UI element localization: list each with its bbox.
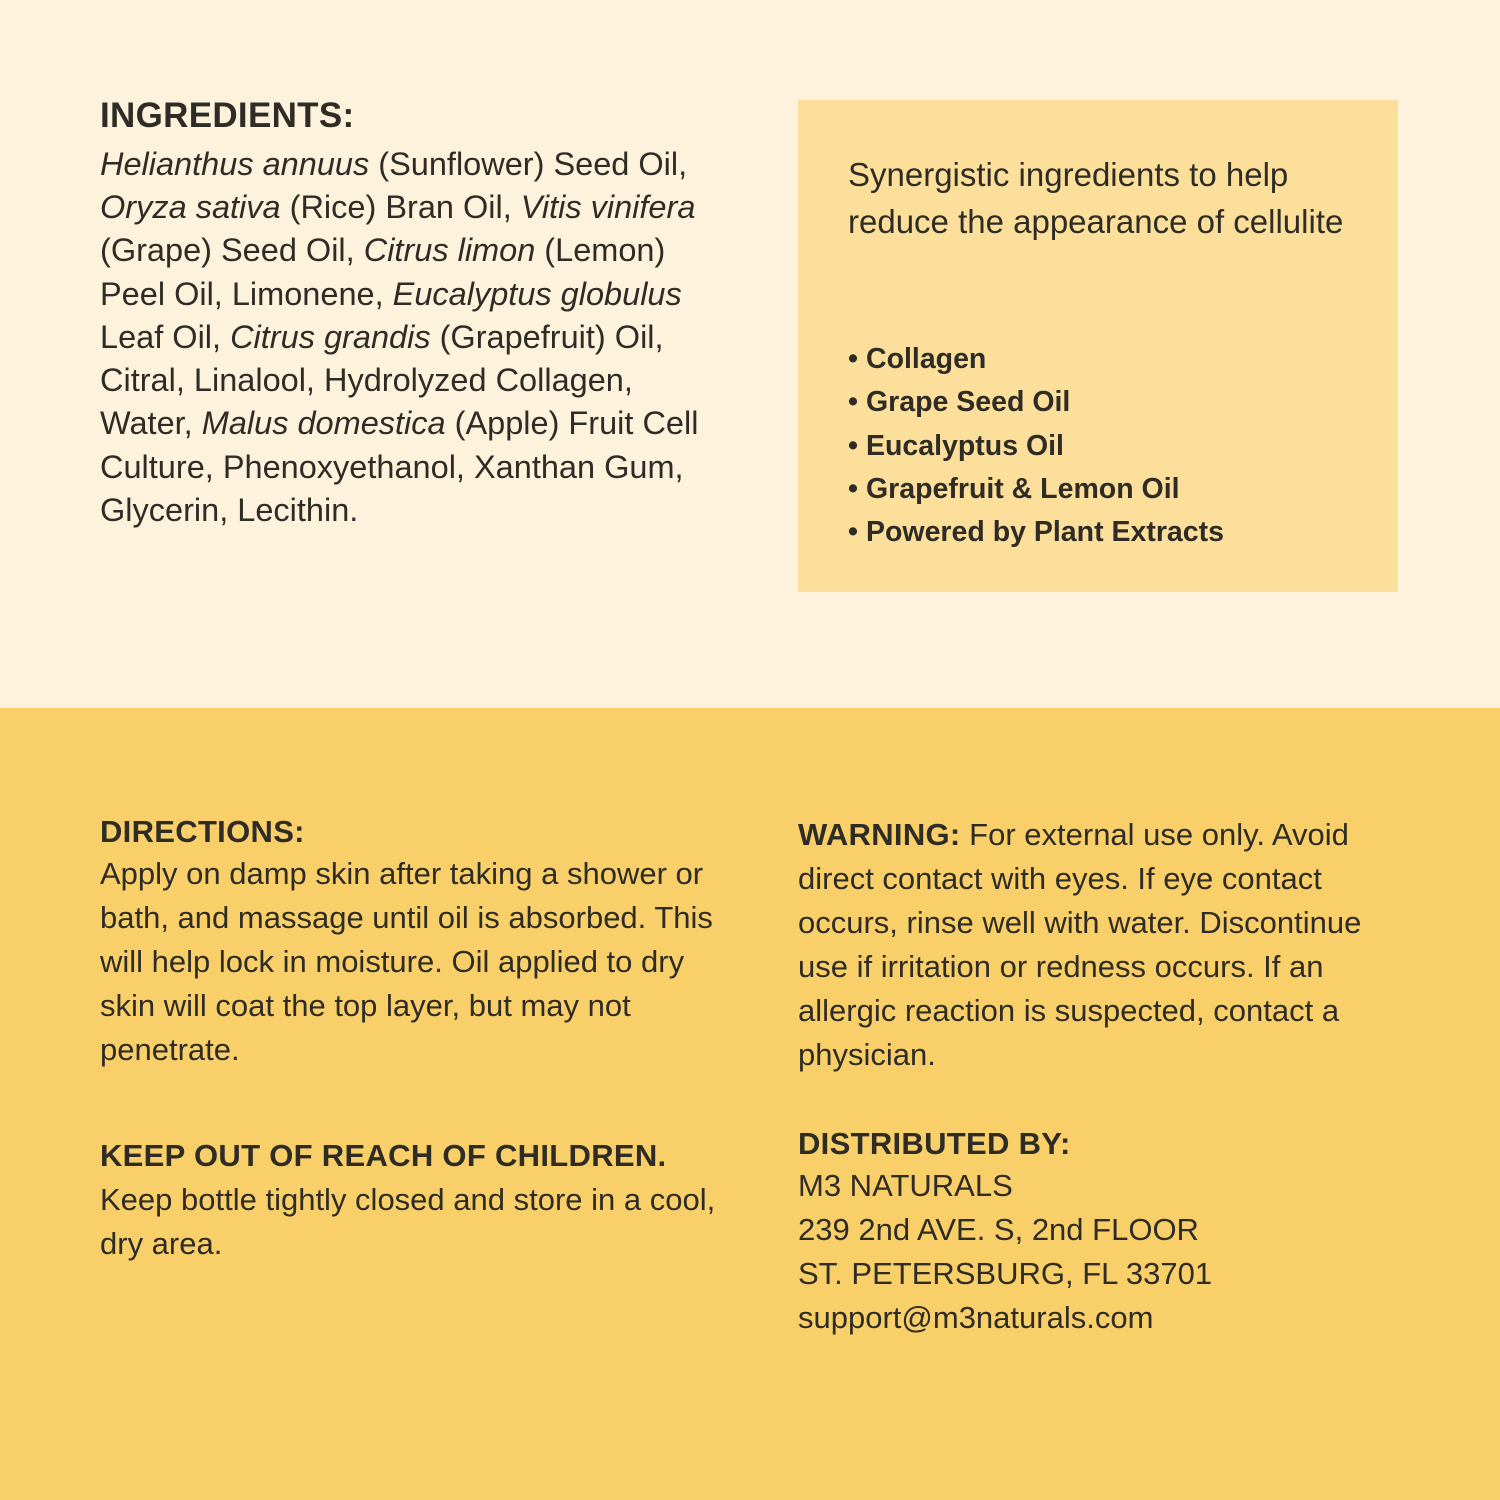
warning-column — [798, 813, 1418, 1340]
synergy-list-item — [848, 425, 1368, 468]
synergy-title: Synergistic ingredients to help reduce the appearance of cellulite — [848, 156, 1344, 240]
distributor-address-line: 239 2nd AVE. S, 2nd FLOOR — [798, 1211, 1199, 1247]
keep-out-of-reach-block — [100, 1134, 720, 1266]
spacer — [100, 1072, 720, 1134]
ingredients-section — [0, 0, 1500, 708]
bullet-icon: • — [848, 343, 858, 375]
usage-section — [0, 708, 1500, 1500]
synergy-benefit-list — [848, 338, 1368, 555]
synergy-list-item — [848, 511, 1368, 554]
ingredient-text: Leaf Oil, — [100, 318, 231, 355]
distributor-address — [798, 1164, 1418, 1340]
synergy-card — [798, 100, 1398, 592]
synergy-list-item-label: Eucalyptus Oil — [866, 429, 1064, 462]
ingredients-heading: INGREDIENTS: — [100, 96, 355, 135]
synergy-list-item — [848, 381, 1368, 424]
distributor-address-line: ST. PETERSBURG, FL 33701 — [798, 1255, 1213, 1291]
botanical-name: Malus domestica — [201, 405, 446, 442]
ingredient-text: (Rice) Bran Oil, — [280, 189, 521, 226]
synergy-list-item — [848, 468, 1368, 511]
bullet-icon: • — [848, 386, 858, 419]
directions-block — [100, 813, 720, 1072]
bullet-icon: • — [848, 429, 858, 462]
distributed-by-block — [798, 1125, 1418, 1340]
botanical-name: Citrus grandis — [230, 318, 431, 355]
ingredient-text: (Apple) Fruit Cell Culture, Phenoxyethanol, Xanthan Gum, Glycerin, Lecithin. — [100, 405, 699, 528]
keep-out-of-reach-heading: KEEP OUT OF REACH OF CHILDREN. — [100, 1137, 667, 1173]
warning-body: For external use only. Avoid direct contact with eyes. If eye contact occurs, rinse well with water. Discontinue use if irritation or redness occurs. If an allergic reaction is suspected, contact a physician. — [798, 817, 1362, 1073]
warning-block — [798, 813, 1418, 1077]
botanical-name: Citrus limon — [363, 232, 536, 269]
spacer — [798, 1077, 1418, 1125]
synergy-list-item-label: Powered by Plant Extracts — [866, 516, 1224, 549]
botanical-name: Helianthus annuus — [100, 146, 370, 182]
synergy-list-item — [848, 338, 1368, 381]
synergy-list-item-label: Grapefruit & Lemon Oil — [866, 472, 1180, 505]
distributed-by-heading: DISTRIBUTED BY: — [798, 1126, 1071, 1162]
ingredient-text: (Lemon) Peel Oil, Limonene, — [100, 232, 666, 312]
distributor-address-line: support@m3naturals.com — [798, 1299, 1154, 1335]
ingredients-text — [100, 143, 720, 532]
keep-out-of-reach-body: Keep bottle tightly closed and store in a cool, dry area. — [100, 1181, 716, 1261]
synergy-list-item-label: Collagen — [866, 343, 987, 375]
bullet-icon: • — [848, 516, 858, 549]
ingredient-text: (Grape) Seed Oil, — [100, 232, 364, 269]
botanical-name: Oryza sativa — [100, 189, 281, 226]
directions-column — [100, 813, 720, 1266]
ingredient-text: (Grapefruit) Oil, Citral, Linalool, Hydrolyzed Collagen, Water, — [100, 318, 664, 442]
botanical-name: Eucalyptus globulus — [392, 275, 682, 312]
directions-heading: DIRECTIONS: — [100, 814, 305, 849]
synergy-list-item-label: Grape Seed Oil — [866, 386, 1071, 419]
directions-body: Apply on damp skin after taking a shower or bath, and massage until oil is absorbed. This will help lock in moisture. Oil applied to dry skin will coat the top layer, but may not penetrate. — [100, 855, 713, 1067]
ingredients-block — [100, 95, 720, 532]
bullet-icon: • — [848, 472, 858, 505]
ingredient-text: (Sunflower) Seed Oil, — [369, 146, 688, 182]
warning-heading: WARNING: — [798, 817, 961, 852]
distributor-address-line: M3 NATURALS — [798, 1167, 1013, 1203]
botanical-name: Vitis vinifera — [520, 189, 696, 226]
